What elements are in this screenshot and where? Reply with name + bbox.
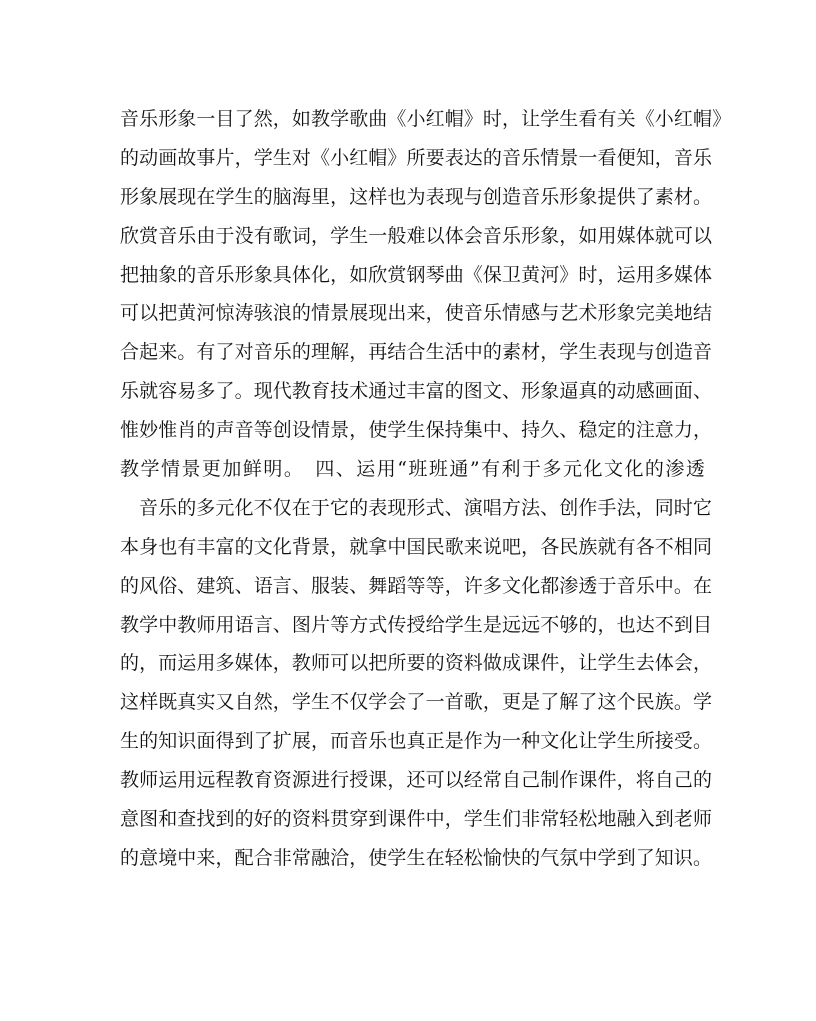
text-line: 教师运用远程教育资源进行授课，还可以经常自己制作课件，将自己的 (120, 769, 713, 792)
text-line: 本身也有丰富的文化背景，就拿中国民歌来说吧，各民族就有各不相同 (120, 535, 713, 558)
text-line: 音乐形象一目了然，如教学歌曲《小红帽》时，让学生看有关《小红帽》 (120, 108, 732, 130)
section-heading-line: 教学情景更加鲜明。 四、运用“班班通”有利于多元化文化的渗透 (120, 458, 705, 481)
text-line: 形象展现在学生的脑海里，这样也为表现与创造音乐形象提供了素材。 (120, 185, 713, 208)
text-line: 把抽象的音乐形象具体化，如欣赏钢琴曲《保卫黄河》时，运用多媒体 (120, 263, 713, 286)
body-text (120, 100, 732, 878)
paragraph-start-line: 音乐的多元化不仅在于它的表现形式、演唱方法、创作手法，同时它 (139, 496, 713, 519)
text-line: 生的知识面得到了扩展，而音乐也真正是作为一种文化让学生所接受。 (120, 730, 713, 753)
text-line: 教学中教师用语言、图片等方式传授给学生是远远不够的，也达不到目 (120, 613, 713, 636)
text-line: 可以把黄河惊涛骇浪的情景展现出来，使音乐情感与艺术形象完美地结 (120, 302, 713, 325)
text-line: 意图和查找到的好的资料贯穿到课件中，学生们非常轻松地融入到老师 (120, 808, 713, 831)
text-line: 的风俗、建筑、语言、服装、舞蹈等等，许多文化都渗透于音乐中。在 (120, 574, 713, 597)
text-line: 的意境中来，配合非常融洽，使学生在轻松愉快的气氛中学到了知识。 (120, 846, 713, 869)
text-line: 合起来。有了对音乐的理解，再结合生活中的素材，学生表现与创造音 (120, 341, 713, 364)
text-line: 的，而运用多媒体，教师可以把所要的资料做成课件，让学生去体会， (120, 652, 713, 675)
text-line: 欣赏音乐由于没有歌词，学生一般难以体会音乐形象，如用媒体就可以 (120, 224, 713, 247)
text-line: 的动画故事片，学生对《小红帽》所要表达的音乐情景一看便知，音乐 (120, 146, 713, 169)
text-line: 乐就容易多了。现代教育技术通过丰富的图文、形象逼真的动感画面、 (120, 380, 713, 403)
text-line: 这样既真实又自然，学生不仅学会了一首歌，更是了解了这个民族。学 (120, 691, 713, 714)
text-line: 惟妙惟肖的声音等创设情景，使学生保持集中、持久、稳定的注意力， (120, 419, 713, 442)
